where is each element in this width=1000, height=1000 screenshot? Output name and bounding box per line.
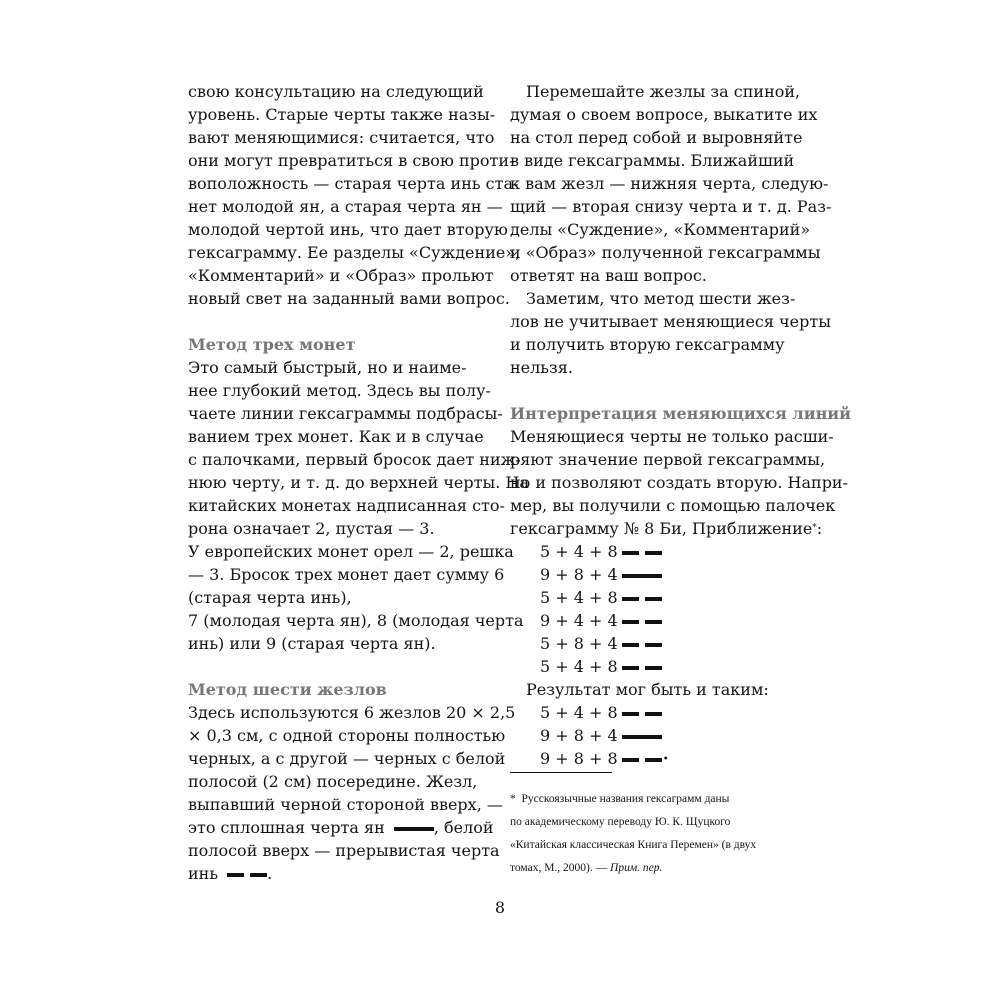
hexagram-row — [510, 632, 820, 655]
text-line: выпавший черной стороной вверх, — — [188, 795, 503, 814]
text-line: молодой чертой инь, что дает вторую — [188, 220, 508, 239]
heading-six-rods: Метод шести жезлов — [188, 680, 387, 699]
hexagram-row — [510, 563, 820, 586]
text-line: Меняющиеся черты не только расши- — [510, 427, 834, 446]
footnote-line: «Китайская классическая Книга Перемен» (в двух — [510, 839, 757, 851]
text-line: на стол перед собой и выровняйте — [510, 128, 803, 147]
yin-broken-line-icon — [622, 551, 662, 555]
text-line-solid — [188, 816, 500, 839]
text-line: мер, вы получили с помощью палочек — [510, 496, 836, 515]
text-line: нюю черту, и т. д. до верхней черты. На — [188, 473, 529, 492]
text-line: думая о своем вопросе, выкатите их — [510, 105, 818, 124]
spacer — [188, 655, 500, 678]
text-line: и «Образ» полученной гексаграммы — [510, 243, 821, 262]
text-line: нее глубокий метод. Здесь вы полу- — [188, 381, 491, 400]
text-line: × 0,3 см, с одной стороны полностью — [188, 726, 506, 745]
text-fragment: . — [267, 864, 273, 883]
paragraph-three-coins — [188, 356, 529, 655]
text-line: Перемешайте жезлы за спиной, — [526, 82, 801, 101]
text-line: и получить вторую гексаграмму — [510, 335, 785, 354]
text-line: новый свет на заданный вами вопрос. — [188, 289, 510, 308]
result-text: Результат мог быть и таким: — [526, 680, 769, 699]
changing-line-mark: • — [662, 754, 669, 765]
text-line: 7 (молодая черта ян), 8 (молодая черта — [188, 611, 524, 630]
text-fragment: инь — [188, 864, 219, 883]
hexagram-row — [510, 701, 820, 724]
spacer — [188, 310, 500, 333]
hexagram-sum: 9 + 8 + 4 — [540, 565, 618, 584]
hexagram-row — [510, 655, 820, 678]
text-fragment: , белой — [433, 818, 494, 837]
hexagram-first — [510, 540, 820, 678]
text-line: воположность — старая черта инь ста- — [188, 174, 519, 193]
yin-broken-line-icon — [622, 666, 662, 670]
text-line: китайских монетах надписанная сто- — [188, 496, 505, 515]
hexagram-sum: 5 + 4 + 8 — [540, 588, 618, 607]
text-line-hexagram-name — [510, 517, 823, 540]
yin-broken-line-icon — [622, 758, 662, 762]
text-line: в виде гексаграммы. Ближайший — [510, 151, 795, 170]
text-line: «Комментарий» и «Образ» прольют — [188, 266, 494, 285]
text-line: уровень. Старые черты также назы- — [188, 105, 496, 124]
text-line: они могут превратиться в свою проти- — [188, 151, 515, 170]
hexagram-row — [510, 586, 820, 609]
yin-broken-line-icon — [622, 712, 662, 716]
text-line: полосой вверх — прерывистая черта — [188, 841, 500, 860]
text-line: нет молодой ян, а старая черта ян — — [188, 197, 503, 216]
right-column — [510, 80, 852, 771]
paragraph-interpretation — [510, 425, 848, 540]
text-line: нельзя. — [510, 358, 573, 377]
text-line: Это самый быстрый, но и наиме- — [188, 358, 467, 377]
footnote — [510, 788, 810, 880]
text-fragment: томах, М., 2000). — — [510, 862, 608, 874]
yang-solid-line-icon — [622, 735, 662, 739]
text-line: вают меняющимися: считается, что — [188, 128, 495, 147]
text-line: ряют значение первой гексаграммы, — [510, 450, 826, 469]
paragraph-six-rods — [188, 701, 516, 885]
text-line: рона означает 2, пустая — 3. — [188, 519, 435, 538]
text-line: лов не учитывает меняющиеся черты — [510, 312, 831, 331]
hexagram-sum: 5 + 4 + 8 — [540, 542, 618, 561]
text-line: (старая черта инь), — [188, 588, 352, 607]
footnote-divider — [510, 772, 612, 773]
text-fragment: гексаграмму № 8 Би, Приближение — [510, 519, 813, 538]
text-line: У европейских монет орел — 2, решка — [188, 542, 514, 561]
text-line: полосой (2 см) посередине. Жезл, — [188, 772, 478, 791]
footnote-line — [510, 857, 810, 880]
page-number: 8 — [494, 898, 506, 917]
paragraph-shuffle — [510, 80, 832, 287]
yin-broken-line-icon — [622, 620, 662, 624]
hexagram-sum: 9 + 8 + 8 — [540, 749, 618, 768]
footnote-line: по академическому переводу Ю. К. Щуцкого — [510, 816, 731, 828]
text-line-broken — [188, 862, 500, 885]
text-line: но и позволяют создать вторую. Напри- — [510, 473, 848, 492]
yin-broken-line-icon — [622, 643, 662, 647]
text-line: Заметим, что метод шести жез- — [526, 289, 796, 308]
footnote-line — [510, 788, 810, 811]
text-line: ванием трех монет. Как и в случае — [188, 427, 484, 446]
hexagram-sum: 5 + 4 + 8 — [540, 657, 618, 676]
hexagram-second — [510, 701, 820, 771]
text-line: свою консультацию на следующий — [188, 82, 484, 101]
hexagram-sum: 9 + 8 + 4 — [540, 726, 618, 745]
text-line: делы «Суждение», «Комментарий» — [510, 220, 811, 239]
text-fragment: это сплошная черта ян — [188, 818, 385, 837]
text-line: Здесь используются 6 жезлов 20 × 2,5 — [188, 703, 516, 722]
text-line: ответят на ваш вопрос. — [510, 266, 707, 285]
text-line: гексаграмму. Ее разделы «Суждение», — [188, 243, 521, 262]
hexagram-row — [510, 747, 820, 771]
left-column — [188, 80, 529, 885]
hexagram-row — [510, 540, 820, 563]
text-line: — 3. Бросок трех монет дает сумму 6 — [188, 565, 505, 584]
yin-broken-line-icon — [227, 873, 267, 877]
text-fragment: Русскоязычные названия гексаграмм даны — [521, 793, 730, 805]
yang-solid-line-icon — [394, 827, 434, 831]
hexagram-row — [510, 724, 820, 747]
heading-interpretation: Интерпретация меняющихся линий — [510, 404, 852, 423]
hexagram-sum: 9 + 4 + 4 — [540, 611, 618, 630]
text-line: черных, а с другой — черных с белой — [188, 749, 506, 768]
footnote-attribution: Прим. пер. — [610, 862, 663, 874]
text-fragment: : — [816, 519, 823, 538]
hexagram-row — [510, 609, 820, 632]
paragraph-note — [510, 287, 831, 379]
text-line: чаете линии гексаграммы подбрасы- — [188, 404, 503, 423]
hexagram-sum: 5 + 4 + 8 — [540, 703, 618, 722]
text-line: к вам жезл — нижняя черта, следую- — [510, 174, 829, 193]
text-line: щий — вторая снизу черта и т. д. Раз- — [510, 197, 832, 216]
yang-solid-line-icon — [622, 574, 662, 578]
spacer — [510, 379, 820, 402]
text-line: с палочками, первый бросок дает ниж- — [188, 450, 521, 469]
paragraph-consultation — [188, 80, 521, 310]
text-line: инь) или 9 (старая черта ян). — [188, 634, 436, 653]
heading-three-coins: Метод трех монет — [188, 335, 356, 354]
footnote-marker: * — [812, 523, 817, 533]
yin-broken-line-icon — [622, 597, 662, 601]
hexagram-sum: 5 + 8 + 4 — [540, 634, 618, 653]
footnote-star: * — [510, 793, 516, 805]
